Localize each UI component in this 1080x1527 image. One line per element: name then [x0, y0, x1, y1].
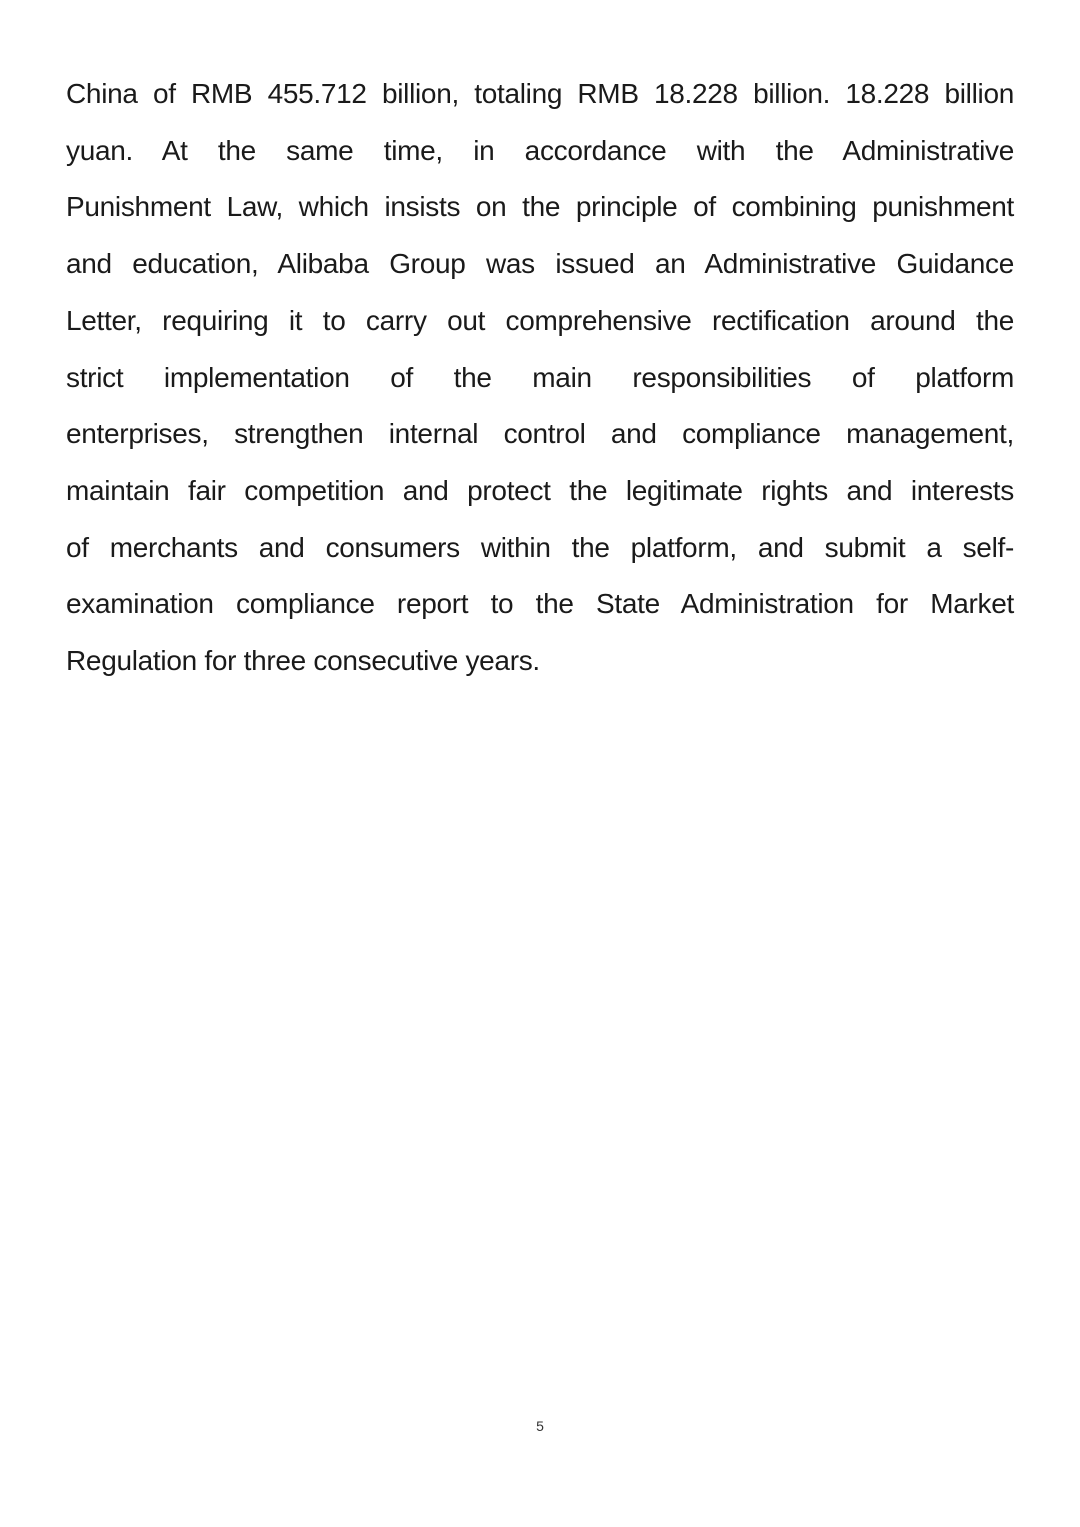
paragraph-line: examination compliance report to the State Administration for Market	[66, 588, 1014, 620]
paragraph-line: Punishment Law, which insists on the principle of combining punishment	[66, 191, 1014, 223]
paragraph-line: Letter, requiring it to carry out comprehensive rectification around the	[66, 304, 1014, 336]
paragraph-line: yuan. At the same time, in accordance with the Administrative	[66, 134, 1014, 166]
page-number: 5	[536, 1418, 544, 1434]
paragraph-line: Regulation for three consecutive years.	[66, 645, 540, 677]
paragraph-line: and education, Alibaba Group was issued an Administrative Guidance	[66, 248, 1014, 280]
body-paragraph	[66, 66, 1014, 690]
paragraph-line: enterprises, strengthen internal control and compliance management,	[66, 418, 1014, 450]
paragraph-line: of merchants and consumers within the platform, and submit a self-	[66, 531, 1014, 563]
paragraph-line: strict implementation of the main responsibilities of platform	[66, 361, 1014, 393]
paragraph-line: China of RMB 455.712 billion, totaling RMB 18.228 billion. 18.228 billion	[66, 78, 1014, 109]
paragraph-line: maintain fair competition and protect the legitimate rights and interests	[66, 474, 1014, 506]
